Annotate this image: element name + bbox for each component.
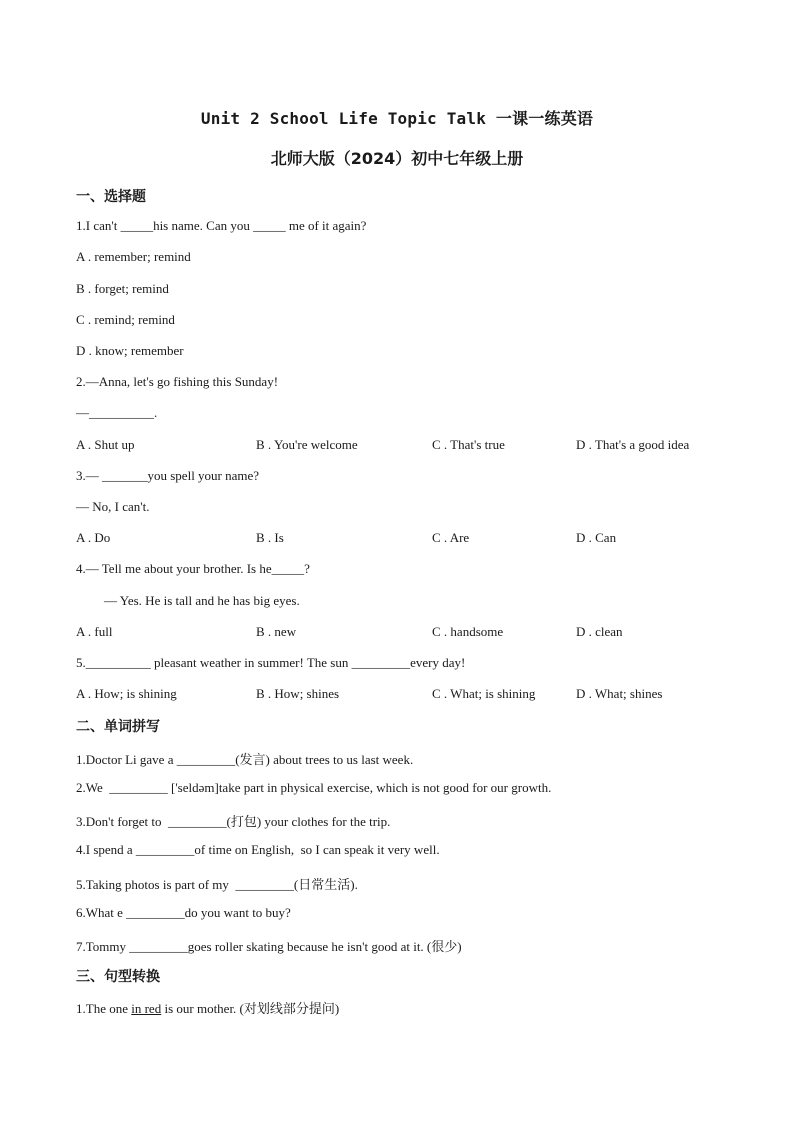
option: C . What; is shining	[432, 686, 536, 701]
spelling-item: 4.I spend a _________of time on English, so I can speak it very well.	[76, 842, 440, 857]
transform-suffix: is our mother. (对划线部分提问)	[161, 1001, 340, 1016]
underlined-phrase: in red	[131, 1001, 162, 1016]
option: A . How; is shining	[76, 686, 177, 701]
option: C . That's true	[432, 437, 505, 452]
option: A . full	[76, 624, 113, 639]
section-heading-choice: 一、选择题	[76, 189, 146, 205]
option: D . clean	[576, 624, 623, 639]
question-stem: 5.__________ pleasant weather in summer! The sun _________every day!	[76, 655, 466, 670]
option: D . know; remember	[76, 343, 184, 358]
question-stem: 2.—Anna, let's go fishing this Sunday!	[76, 374, 279, 389]
transform-prefix: 1.The one	[76, 1001, 132, 1016]
option: A . Shut up	[76, 437, 135, 452]
option: B . How; shines	[256, 686, 340, 701]
option: A . remember; remind	[76, 249, 191, 264]
spelling-item: 7.Tommy _________goes roller skating because he isn't good at it. (很少)	[76, 939, 462, 954]
transform-item	[76, 998, 339, 1017]
question-stem: 4.— Tell me about your brother. Is he_____?	[76, 561, 310, 576]
option: B . You're welcome	[256, 437, 358, 452]
option: A . Do	[76, 530, 111, 545]
question-reply: —__________.	[76, 405, 158, 420]
spelling-item: 6.What e _________do you want to buy?	[76, 905, 291, 920]
question-reply: — No, I can't.	[76, 499, 150, 514]
question-stem: 1.I can't _____his name. Can you _____ me of it again?	[76, 218, 367, 233]
spelling-item: 2.We _________ ['seldəm]take part in physical exercise, which is not good for our growth.	[76, 780, 552, 795]
option: B . forget; remind	[76, 281, 169, 296]
spelling-item: 5.Taking photos is part of my _________(日常生活).	[76, 877, 358, 892]
question-stem: 3.— _______you spell your name?	[76, 468, 260, 483]
option: B . new	[256, 624, 297, 639]
section-heading-transform: 三、句型转换	[76, 969, 160, 985]
spelling-item: 1.Doctor Li gave a _________(发言) about trees to us last week.	[76, 752, 414, 767]
option: C . Are	[432, 530, 470, 545]
option: C . remind; remind	[76, 312, 175, 327]
option: D . What; shines	[576, 686, 663, 701]
option: C . handsome	[432, 624, 504, 639]
spelling-item: 3.Don't forget to _________(打包) your clothes for the trip.	[76, 814, 391, 829]
option: B . Is	[256, 530, 284, 545]
question-reply: — Yes. He is tall and he has big eyes.	[104, 593, 300, 608]
option: D . That's a good idea	[576, 437, 690, 452]
section-heading-spelling: 二、单词拼写	[76, 719, 160, 735]
document-title: Unit 2 School Life Topic Talk 一课一练英语	[200, 109, 594, 128]
document-subtitle: 北师大版（2024）初中七年级上册	[270, 149, 524, 168]
option: D . Can	[576, 530, 617, 545]
